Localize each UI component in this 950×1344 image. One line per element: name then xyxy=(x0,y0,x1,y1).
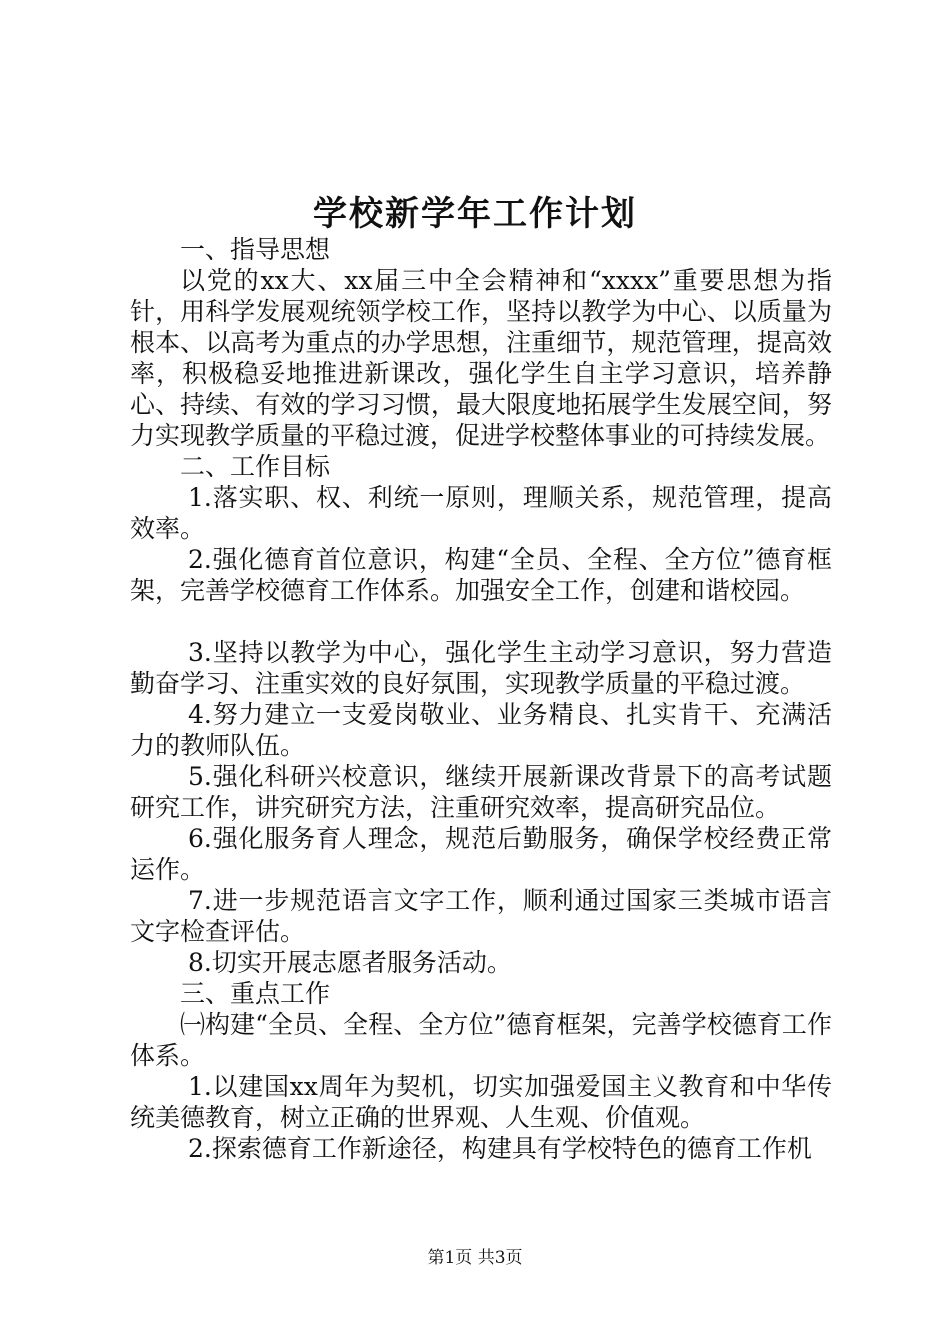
paragraph-guiding-ideology: 以党的xx大、xx届三中全会精神和“xxxx”重要思想为指针，用科学发展观统领学校工作，坚持以教学为中心、以质量为根本、以高考为重点的办学思想，注重细节，规范管理，提高效率，积极稳妥地推进新课改，强化学生自主学习意识，培养静心、持续、有效的学习习惯，最大限度地拓展学生发展空间，努力实现教学质量的平稳过渡，促进学校整体事业的可持续发展。 xyxy=(130,266,832,450)
section-heading-key-work: 三、重点工作 xyxy=(180,979,331,1008)
document-title: 学校新学年工作计划 xyxy=(313,194,637,234)
goal-item-2: 2.强化德育首位意识，构建“全员、全程、全方位”德育框架，完善学校德育工作体系。加强安全工作，创建和谐校园。 xyxy=(130,545,832,605)
page-footer: 第1页 共3页 xyxy=(427,1248,523,1268)
key-work-item-2: 2.探索德育工作新途径，构建具有学校特色的德育工作机 xyxy=(188,1134,812,1163)
goal-item-7: 7.进一步规范语言文字工作，顺利通过国家三类城市语言文字检查评估。 xyxy=(130,886,832,946)
goal-item-1: 1.落实职、权、利统一原则，理顺关系，规范管理，提高效率。 xyxy=(130,483,832,543)
section-heading-work-goals: 二、工作目标 xyxy=(180,452,331,481)
goal-item-5: 5.强化科研兴校意识，继续开展新课改背景下的高考试题研究工作，讲究研究方法，注重研究效率，提高研究品位。 xyxy=(130,762,832,822)
key-work-item-1: 1.以建国xx周年为契机，切实加强爱国主义教育和中华传统美德教育，树立正确的世界观、人生观、价值观。 xyxy=(130,1072,832,1132)
goal-item-6: 6.强化服务育人理念，规范后勤服务，确保学校经费正常运作。 xyxy=(130,824,832,884)
goal-item-3: 3.坚持以教学为中心，强化学生主动学习意识，努力营造勤奋学习、注重实效的良好氛围，实现教学质量的平稳过渡。 xyxy=(130,638,832,698)
key-work-subheading-1: ㈠构建“全员、全程、全方位”德育框架，完善学校德育工作体系。 xyxy=(130,1010,832,1070)
document-body xyxy=(130,234,832,1164)
section-heading-guiding-ideology: 一、指导思想 xyxy=(180,235,331,264)
goal-item-8: 8.切实开展志愿者服务活动。 xyxy=(188,948,512,977)
goal-item-4: 4.努力建立一支爱岗敬业、业务精良、扎实肯干、充满活力的教师队伍。 xyxy=(130,700,832,760)
blank-line xyxy=(130,606,832,637)
